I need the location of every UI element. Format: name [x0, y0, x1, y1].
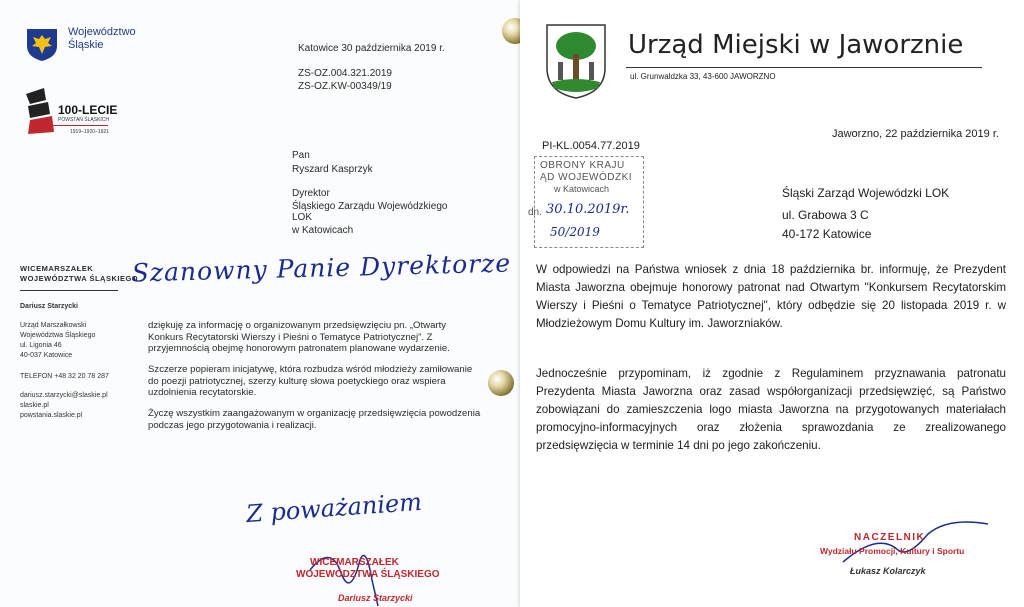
- received-stamp-number: 50/2019: [550, 225, 600, 239]
- sidebar-heading-1: WICEMARSZAŁEK: [20, 264, 94, 273]
- right-stamp-name: Łukasz Kolarczyk: [850, 566, 926, 576]
- right-body-paragraph-2: Jednocześnie przypominam, iż zgodnie z Regulaminem przyznawania patronatu Prezydenta Miasta Jaworzna oraz zasad współorganizacji przedsięwzięć, są Państwo zobowiązani do zamieszczenia logo miasta Jaworzna na przygotowanych materiałach promocyjno-informacyjnych oraz złożenia sprawozdania ze zrealizowanego przedsięwzięcia w terminie 14 dni po jego zakończeniu.: [536, 367, 1006, 452]
- body-paragraph-3: Życzę wszystkim zaangażowanym w organizację przedsięwzięcia powodzenia podczas jego przygotowania i realizacji.: [148, 408, 481, 431]
- received-stamp-line-1: OBRONY KRAJU: [540, 160, 625, 171]
- handwritten-salutation: Szanowny Panie Dyrektorze: [131, 248, 512, 288]
- letter-date: Katowice 30 października 2019 r.: [298, 43, 445, 54]
- stamp-line-1: WICEMARSZAŁEK: [310, 557, 399, 568]
- received-stamp-date: 30.10.2019r.: [546, 202, 630, 217]
- reference-2: ZS-OZ.KW-00349/19: [298, 81, 392, 92]
- recipient-line-4: Śląskiego Zarządu Wojewódzkiego: [292, 201, 448, 212]
- office-address: ul. Grunwaldzka 33, 43-600 JAWORZNO: [630, 72, 776, 81]
- sidebar-address-2: Województwa Śląskiego: [20, 332, 96, 339]
- received-stamp-line-2: ĄD WOJEWÓDZKI: [540, 172, 633, 183]
- right-stamp-line-1: NACZELNIK: [854, 532, 926, 543]
- addressee-line-1: Śląski Zarząd Wojewódzki LOK: [782, 186, 950, 200]
- addressee-line-3: 40-172 Katowice: [782, 227, 872, 241]
- silesia-eagle-icon: [24, 26, 60, 62]
- sidebar-address-4: 40-037 Katowice: [20, 352, 73, 359]
- recipient-line-5: LOK: [292, 212, 313, 223]
- body-paragraph-1: dziękuję za informację o organizowanym przedsięwzięciu pn. „Otwarty Konkurs Recytatorski Wierszy i Pieśni o Tematyce Patriotycznej”. Z przyjemnością obejmę honorowym patronatem planowane wydarzenie.: [148, 320, 450, 354]
- jaworzno-coat-of-arms-icon: [544, 22, 608, 100]
- centenary-divider: [40, 125, 108, 126]
- right-stamp-line-2: Wydziału Promocji, Kultury i Sportu: [820, 546, 965, 556]
- stamp-line-2: WOJEWÓDZTWA ŚLĄSKIEGO: [296, 569, 440, 580]
- right-body-paragraph-1: W odpowiedzi na Państwa wniosek z dnia 18 października br. informuję, że Prezydent Miasta Jaworzna obejmuje honorowy patronat nad Otwartym "Konkursem Recytatorskim Wierszy i Pieśni o Tematyce Patriotycznej", który odbędzie się 20 listopada 2019 r. w Młodzieżowym Domu Kultury im. Jaworzniaków.: [536, 263, 1006, 330]
- recipient-line-1: Pan: [292, 150, 310, 161]
- logo-line1: Województwo: [68, 26, 136, 38]
- reference-1: ZS-OZ.004.321.2019: [298, 68, 392, 79]
- right-letter: [520, 0, 1024, 607]
- received-stamp-date-prefix: dn.: [528, 207, 542, 218]
- sidebar-web-1[interactable]: slaskie.pl: [20, 402, 49, 409]
- centenary-years: 1919–1920–1921: [70, 129, 109, 135]
- logo-line2: Śląskie: [68, 39, 104, 51]
- sidebar-address-1: Urząd Marszałkowski: [20, 322, 87, 329]
- handwritten-closing: Z poważaniem: [245, 487, 423, 529]
- addressee-line-2: ul. Grabowa 3 C: [782, 208, 869, 222]
- sidebar-email[interactable]: dariusz.starzycki@slaskie.pl: [20, 392, 108, 399]
- pin-middle: [488, 370, 514, 396]
- sidebar-address-3: ul. Ligonia 46: [20, 342, 62, 349]
- office-title: Urząd Miejski w Jaworznie: [628, 30, 964, 60]
- recipient-line-6: w Katowicach: [292, 225, 354, 236]
- sidebar-phone: TELEFON +48 32 20 78 287: [20, 373, 109, 380]
- right-letter-date: Jaworzno, 22 października 2019 r.: [832, 128, 999, 140]
- centenary-logo-icon: [22, 86, 58, 136]
- sidebar-name: Dariusz Starzycki: [20, 303, 78, 310]
- recipient-line-2: Ryszard Kasprzyk: [292, 164, 373, 175]
- sidebar-web-2[interactable]: powstania.slaskie.pl: [20, 412, 83, 419]
- header-rule: [626, 67, 982, 68]
- centenary-subtitle: POWSTAŃ ŚLĄSKICH: [58, 117, 110, 123]
- sidebar-divider: [20, 290, 118, 291]
- centenary-title: 100-LECIE: [58, 103, 118, 117]
- received-stamp-line-3: w Katowicach: [554, 184, 610, 194]
- right-letter-ref: PI-KL.0054.77.2019: [542, 140, 640, 152]
- recipient-line-3: Dyrektor: [292, 188, 330, 199]
- stamp-name: Dariusz Starzycki: [338, 593, 413, 603]
- sidebar-heading-2: WOJEWÓDZTWA ŚLĄSKIEGO: [20, 274, 139, 283]
- body-paragraph-2: Szczerze popieram inicjatywę, która rozbudza wśród młodzieży zamiłowanie do poezji patriotycznej, szerzy kulturę słowa poetyckiego oraz wspiera uzdolnienia recytatorskie.: [148, 364, 473, 398]
